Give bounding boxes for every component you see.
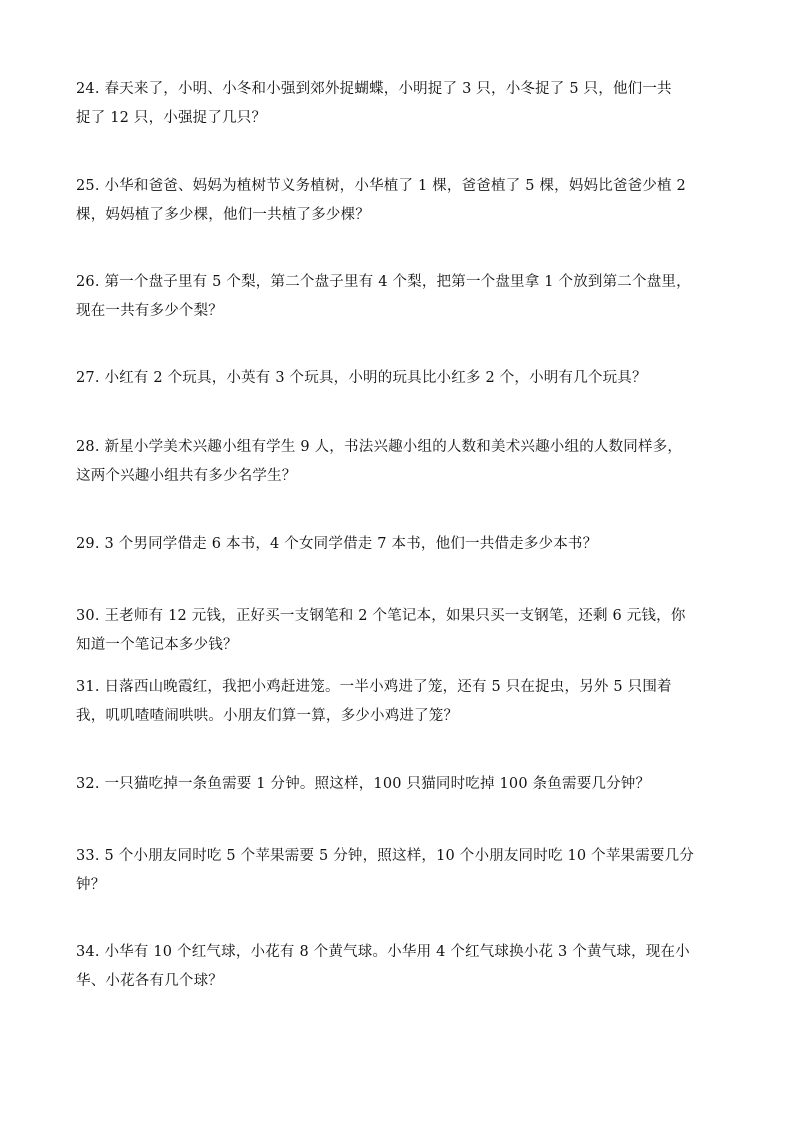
problem-32-line-1: 32. 一只猫吃掉一条鱼需要 1 分钟。照这样，100 只猫同时吃掉 100 条鱼需要几分钟？ (76, 776, 651, 792)
problem-26 (76, 268, 724, 326)
problem-29-line-1: 29. 3 个男同学借走 6 本书，4 个女同学借走 7 本书，他们一共借走多少本书？ (76, 536, 598, 552)
problem-24 (76, 75, 724, 133)
problem-30 (76, 602, 724, 660)
problem-30-line-2: 知道一个笔记本多少钱？ (76, 637, 238, 653)
problem-24-line-2: 捉了 12 只，小强捉了几只？ (76, 110, 267, 126)
problem-25-line-1: 25. 小华和爸爸、妈妈为植树节义务植树，小华植了 1 棵，爸爸植了 5 棵，妈妈比爸爸少植 2 (76, 178, 686, 194)
problem-28 (76, 433, 724, 491)
problem-34-line-1: 34. 小华有 10 个红气球，小花有 8 个黄气球。小华用 4 个红气球换小花 3 个黄气球，现在小 (76, 944, 690, 960)
problem-25 (76, 172, 724, 230)
problem-33-line-2: 钟？ (76, 877, 106, 893)
problem-34 (76, 938, 724, 996)
problem-31-line-1: 31. 日落西山晚霞红，我把小鸡赶进笼。一半小鸡进了笼，还有 5 只在捉虫，另外 5 只围着 (76, 679, 672, 695)
problem-27-line-1: 27. 小红有 2 个玩具，小英有 3 个玩具，小明的玩具比小红多 2 个，小明有几个玩具？ (76, 370, 647, 386)
problem-27 (76, 364, 724, 393)
problem-31 (76, 673, 724, 731)
problem-26-line-1: 26. 第一个盘子里有 5 个梨，第二个盘子里有 4 个梨，把第一个盘里拿 1 个放到第二个盘里， (76, 274, 691, 290)
problem-26-line-2: 现在一共有多少个梨？ (76, 303, 223, 319)
problem-30-line-1: 30. 王老师有 12 元钱，正好买一支钢笔和 2 个笔记本，如果只买一支钢笔，还剩 6 元钱，你 (76, 608, 686, 624)
problem-33 (76, 842, 724, 900)
problem-28-line-1: 28. 新星小学美术兴趣小组有学生 9 人，书法兴趣小组的人数和美术兴趣小组的人数同样多， (76, 439, 683, 455)
problem-34-line-2: 华、小花各有几个球？ (76, 973, 223, 989)
problem-28-line-2: 这两个兴趣小组共有多少名学生？ (76, 468, 297, 484)
problem-29 (76, 530, 724, 559)
problem-25-line-2: 棵，妈妈植了多少棵，他们一共植了多少棵？ (76, 207, 370, 223)
problem-24-line-1: 24. 春天来了，小明、小冬和小强到郊外捉蝴蝶，小明捉了 3 只，小冬捉了 5 只，他们一共 (76, 81, 672, 97)
problem-33-line-1: 33. 5 个小朋友同时吃 5 个苹果需要 5 分钟，照这样，10 个小朋友同时吃 10 个苹果需要几分 (76, 848, 695, 864)
problem-32 (76, 770, 724, 799)
problem-31-line-2: 我，叽叽喳喳闹哄哄。小朋友们算一算，多少小鸡进了笼？ (76, 708, 459, 724)
